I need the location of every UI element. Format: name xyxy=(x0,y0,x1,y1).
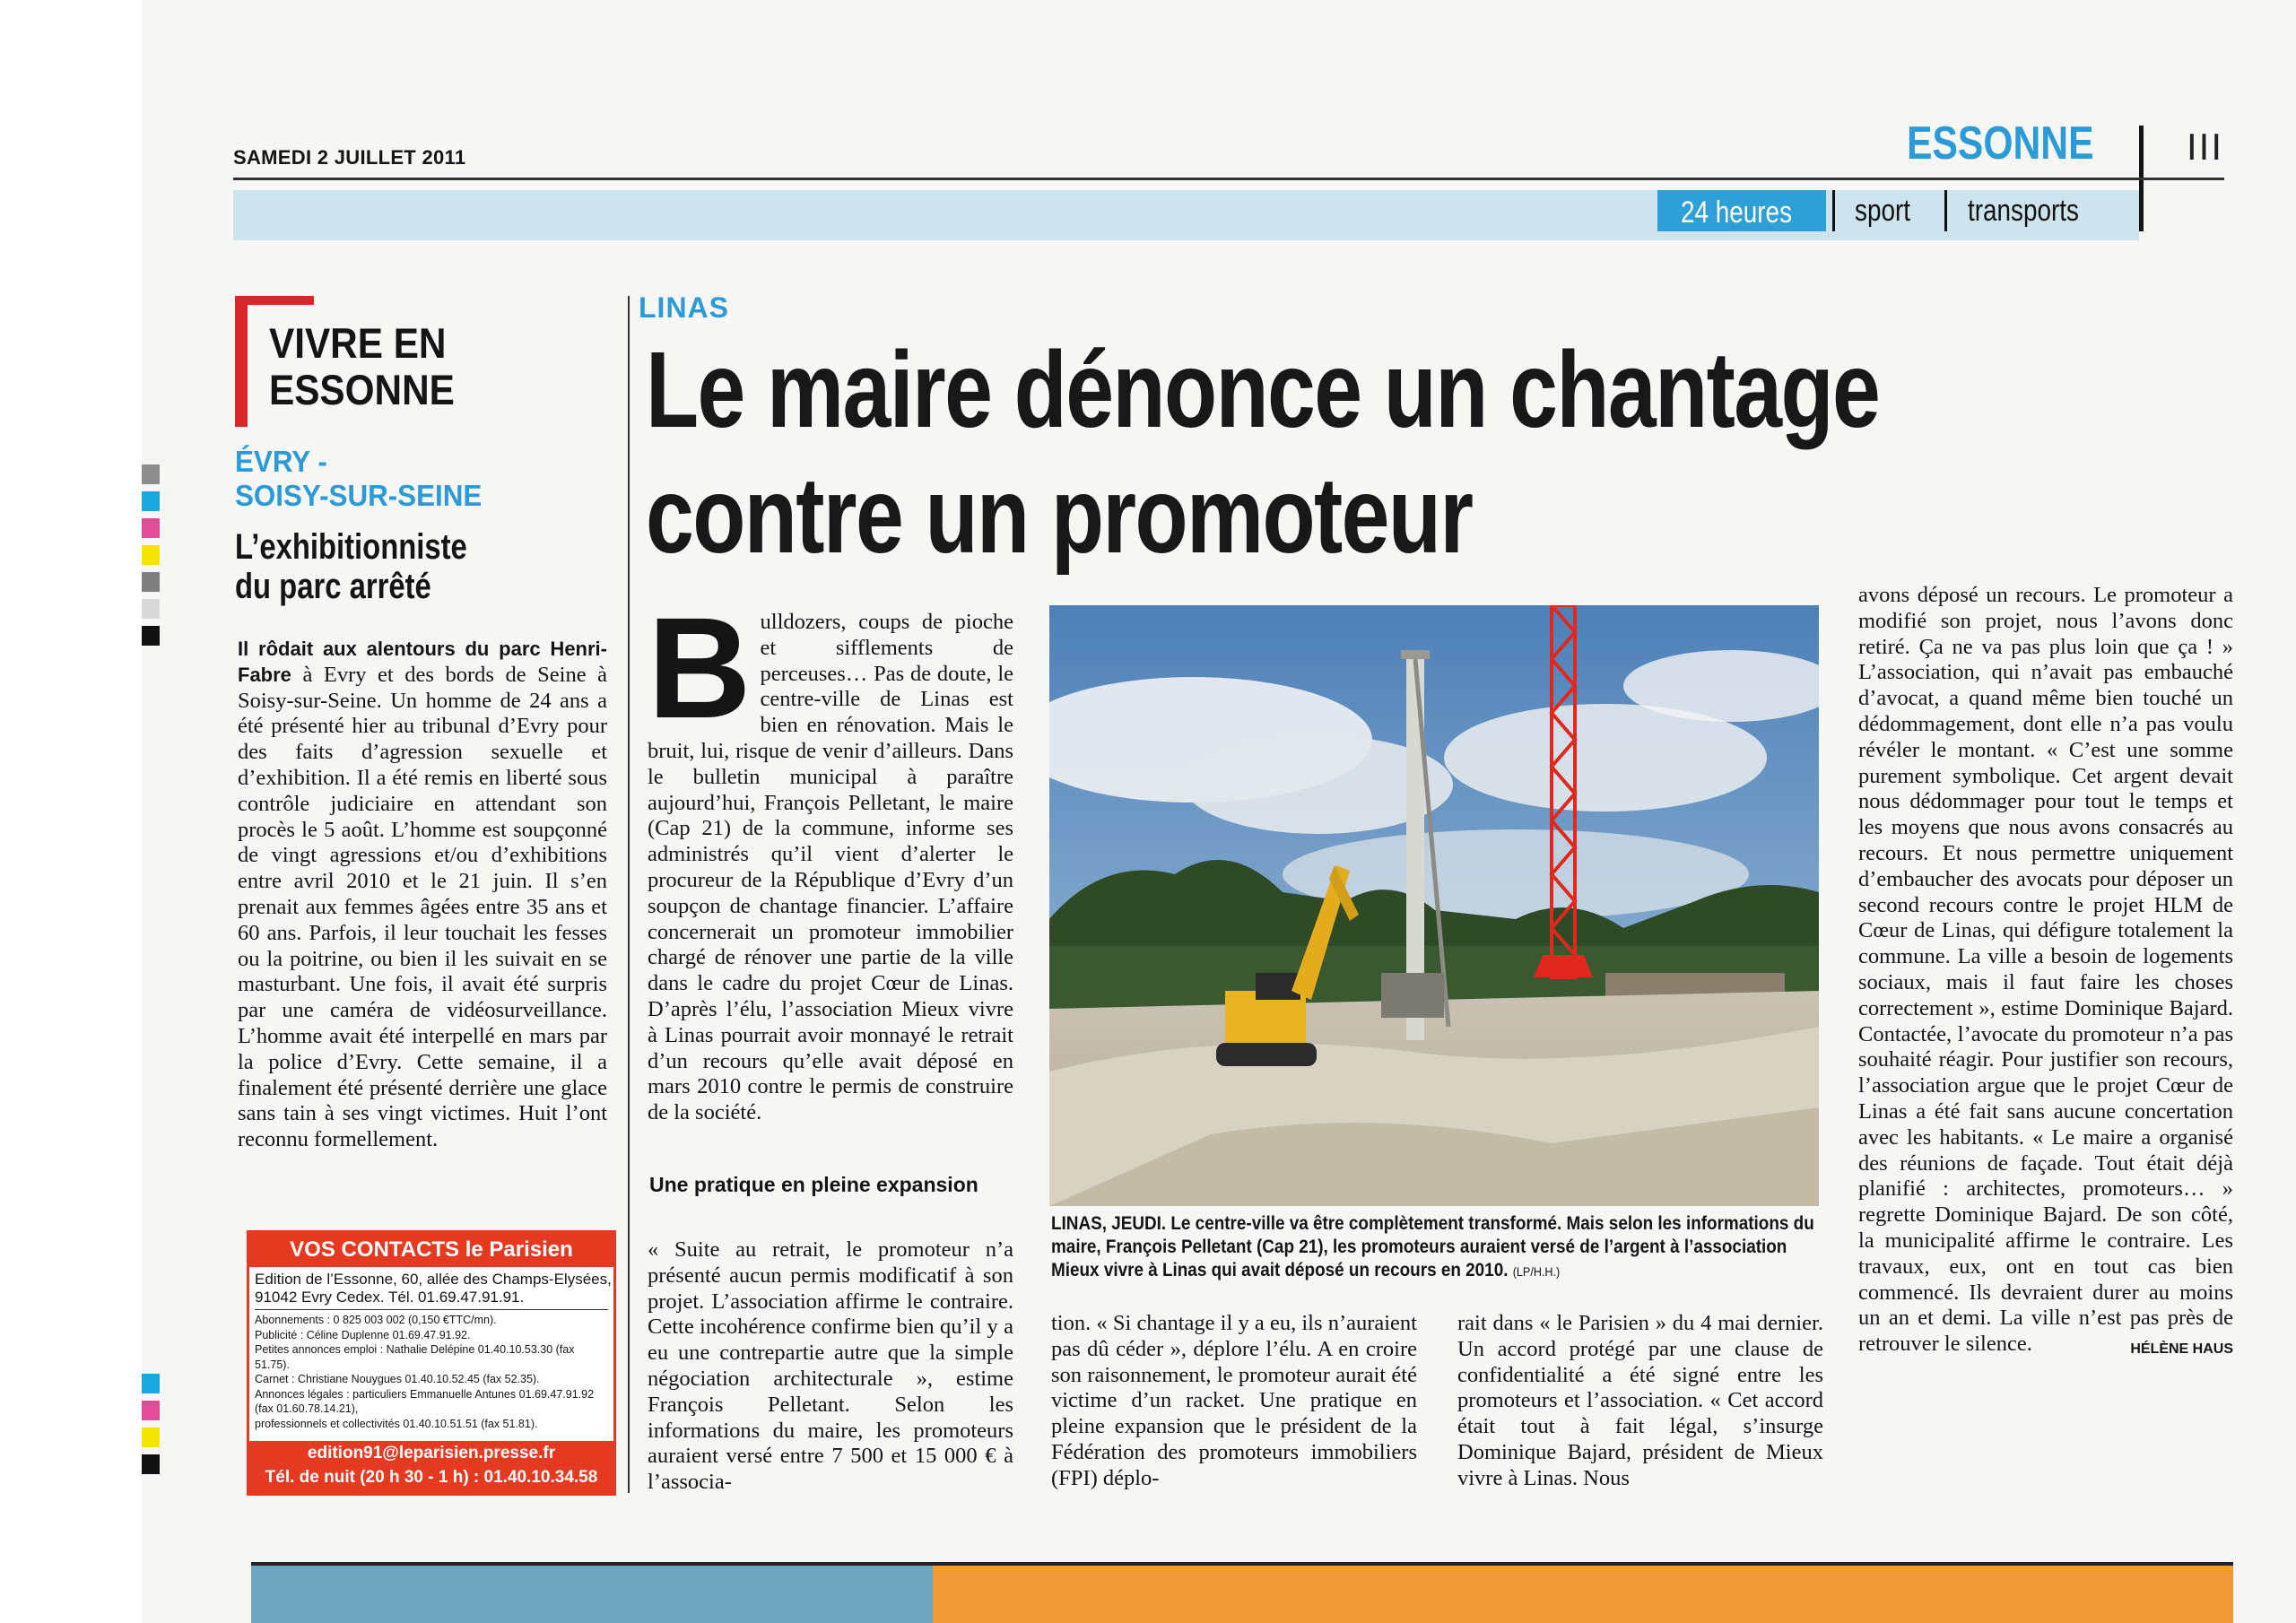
section-title: ESSONNE xyxy=(1907,117,2094,169)
article-location: LINAS xyxy=(639,291,729,324)
article-col4: avons déposé un recours. Le promoteur a modifié son projet, nous l’avons donc retiré. Ça ne va pas plus loin que ça ! » L’association, qui n’avait pas embauché d’avocat, a quand même bien touché un dédommagement, dont elle n’a pas voulu révéler le montant. « C’est une somme purement symbolique. Cet argent devait nous dédommager pour tout le temps et les moyens que nous avons consacrés au recours. Et nous permettre uniquement d’embaucher des avocats pour déposer un second recours contre le projet HLM de Cœur de Linas, qui défigure totalement la commune. La ville a besoin de logements sociaux, mais il faut faire les choses correctement », estime Dominique Bajard. Contactée, l’avocate du promoteur n’a pas souhaité réagir. Pour justifier son recours, l’association argue que le projet Cœur de Linas a été fait sans aucune concertation avec les habitants. « Le maire a organisé des réunions de façade. Tout était déjà planifié : architectes, promoteurs… » regrette Dominique Bajard. De son côté, la municipalité affirme le contraire. Les travaux, eux, ont en tout cas bien commencé. Ils devraient durer au moins un an et demi. La ville n’est pas près de retrouver le silence. HÉLÈNE HAUS xyxy=(1858,583,2233,1363)
sidebar-location: ÉVRY - SOISY-SUR-SEINE xyxy=(235,445,483,512)
contacts-email[interactable]: edition91@leparisien.presse.fr xyxy=(307,1444,556,1462)
contacts-footer xyxy=(249,1441,613,1493)
sidebar-headline: L’exhibitionniste du parc arrêté xyxy=(235,527,467,606)
page-number: III xyxy=(2187,126,2224,168)
registration-swatch xyxy=(142,545,160,565)
article-title: Le maire dénonce un chantage contre un promoteur xyxy=(646,328,1880,576)
registration-swatch xyxy=(142,599,160,619)
nav-transports[interactable]: transports xyxy=(1968,194,2079,228)
article-col1-intro: B ulldozers, coups de pioche et sifflements de perceuses… Pas de doute, le centre-ville de Linas est bien en rénovation. Mais le bruit, lui, risque de venir d’ailleurs. Dans le bulletin municipal à paraître aujourd’hui, François Pelletant, le maire (Cap 21) de la commune, informe ses administrés qu’il vient d’alerter le procureur de la République d’Evry d’un soupçon de chantage financier. L’affaire concernerait un promoteur immobilier chargé de rénover une partie de la ville dans le cadre du projet Cœur de Linas. D’après l’élu, l’association Mieux vivre à Linas pourrait avoir monnayé le retrait d’un recours qu’elle avait déposé en mars 2010 contre le permis de construire de la société. xyxy=(648,587,1013,1125)
rubric-title: VIVRE EN ESSONNE xyxy=(269,319,455,413)
header-band xyxy=(233,190,2139,240)
bottom-advert-strip xyxy=(251,1566,2233,1623)
registration-swatch xyxy=(142,1401,160,1420)
registration-swatch xyxy=(142,491,160,511)
photo-caption: LINAS, JEUDI. Le centre-ville va être complètement transformé. Mais selon les informations du maire, François Pelletant (Cap 21), les promoteurs auraient versé de l’argent à l’association Mieux vivre à Linas qui avait déposé un recours en 2010. (LP/H.H.) xyxy=(1051,1213,1814,1280)
contacts-box xyxy=(247,1230,616,1496)
nav-24-heures[interactable]: 24 heures xyxy=(1657,190,1826,231)
article-author: HÉLÈNE HAUS xyxy=(2130,1341,2233,1358)
nav-divider xyxy=(1944,190,1947,231)
nav-divider xyxy=(1832,190,1835,231)
issue-date: SAMEDI 2 JUILLET 2011 xyxy=(233,146,466,169)
construction-photo xyxy=(1049,605,1819,1206)
contacts-title: VOS CONTACTS le Parisien xyxy=(249,1233,613,1267)
drop-cap: B xyxy=(648,587,752,748)
rubric-bracket-side xyxy=(235,296,248,427)
contacts-address: Edition de l’Essonne, 60, allée des Champs-Elysées, 91042 Evry Cedex. Tél. 01.69.47.91.91. xyxy=(255,1271,612,1306)
sidebar-body: Il rôdait aux alentours du parc Henri-Fabre à Evry et des bords de Seine à Soisy-sur-Seine. Un homme de 24 ans a été présenté hier au tribunal d’Evry pour des faits d’agression sexuelle et d’exhibition. Il a été remis en liberté sous contrôle judiciaire en attendant son procès le 5 août. L’homme est soupçonné de vingt agressions et/ou d’exhibitions entre avril 2010 et le 21 juin. Il s’en prenait aux femmes âgées entre 35 ans et 60 ans. Parfois, il leur touchait les fesses ou la poitrine, ou bien il les suivait en se masturbant. Une fois, il avait été surpris par une caméra de vidéosurveillance. L’homme avait été interpellé en mars par la police d’Evry. Cette semaine, il a finalement été présenté derrière une glace sans tain à ses vingt victimes. Huit l’ont reconnu formellement. xyxy=(238,638,607,1152)
registration-swatch xyxy=(142,1428,160,1447)
contacts-list: Abonnements : 0 825 003 002 (0,150 €TTC/mn). Publicité : Céline Duplenne 01.69.47.91.92. Petites annonces emploi : Nathalie Delépine 01.40.10.53.30 (fax 51.75). Carnet : Christiane Nouygues 01.40.10.52.45 (fax 52.35). Annonces légales : particuliers Emmanuelle Antunes 01.69.47.91.92 (fax 01.60.78.14.21), professionnels et collectivités 01.40.10.51.51 (fax 51.81). xyxy=(255,1314,595,1430)
registration-swatch xyxy=(142,1454,160,1474)
contacts-night-phone: Tél. de nuit (20 h 30 - 1 h) : 01.40.10.34.58 xyxy=(265,1468,598,1487)
article-col1-body: « Suite au retrait, le promoteur n’a présenté aucun permis modificatif à son projet. L’association affirme le contraire. Cette incohérence confirme bien qu’il y a eu une contrepartie autre que la simple négociation architecturale », estime François Pelletant. Selon les informations du maire, les promoteurs auraient versé entre 7 500 et 15 000 € à l’associa- xyxy=(648,1237,1013,1495)
nav-sport[interactable]: sport xyxy=(1855,194,1910,228)
photo-credit: (LP/H.H.) xyxy=(1512,1264,1561,1279)
registration-swatch xyxy=(142,572,160,592)
article-col3: rait dans « le Parisien » du 4 mai dernier. Un accord protégé par une clause de confidentialité a été signé entre les promoteurs et l’association. « Cet accord était tout à fait légal, s’insurge Dominique Bajard, président de Mieux vivre à Linas. Nous xyxy=(1457,1311,1823,1490)
column-rule xyxy=(628,296,630,1493)
registration-swatch xyxy=(142,1374,160,1393)
registration-swatch xyxy=(142,518,160,538)
article-subhead: Une pratique en pleine expansion xyxy=(649,1173,978,1196)
registration-swatch xyxy=(142,626,160,646)
header-top-rule xyxy=(233,178,2224,180)
registration-swatch xyxy=(142,464,160,484)
article-col2: tion. « Si chantage il y a eu, ils n’auraient pas dû céder », déplore l’élu. A en croire son raisonnement, le promoteur aurait été victime d’un racket. Une pratique en pleine expansion que le président de la Fédération des promoteurs immobiliers (FPI) déplo- xyxy=(1051,1311,1417,1490)
